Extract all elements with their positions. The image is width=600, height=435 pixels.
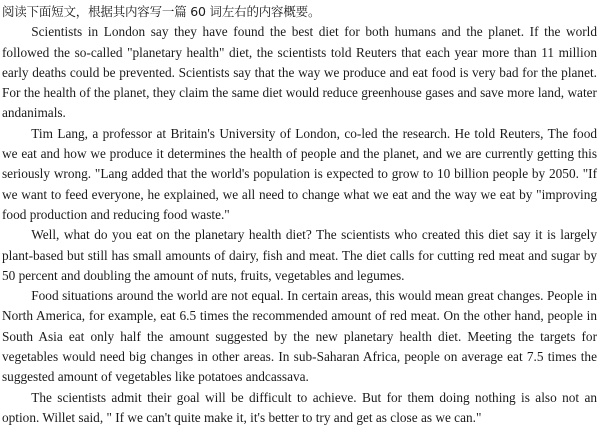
paragraph-5: The scientists admit their goal will be difficult to achieve. But for them doing nothing is also not an option. Willet said, " If we can't quite make it, it's better to try and get as close as we can." bbox=[2, 389, 597, 425]
paragraph-1: Scientists in London say they have found the best diet for both humans and the planet. If the world followed the so-called "planetary health" diet, the scientists told Reuters that each year more than 11 million early deaths could be prevented. Scientists say that the way we produce and eat food is very bad for the planet. For the health of the planet, they claim the same diet would reduce greenhouse gases and save more land, water andanimals. bbox=[2, 24, 597, 121]
paragraph-3: Well, what do you eat on the planetary health diet? The scientists who created this diet say it is largely plant-based but still has small amounts of dairy, fish and meat. The diet calls for cutting red meat and sugar by 50 percent and doubling the amount of nuts, fruits, vegetables and legumes. bbox=[2, 227, 597, 283]
task-instruction: 阅读下面短文，根据其内容写一篇 60 词左右的内容概要。 bbox=[2, 4, 321, 19]
paragraph-4: Food situations around the world are not equal. In certain areas, this would mean great changes. People in North America, for example, eat 6.5 times the recommended amount of red meat. On the other hand, people in South Asia eat only half the amount suggested by the new planetary health diet. Meeting the targets for vegetables would need big changes in other areas. In sub-Saharan Africa, people on average eat 7.5 times the suggested amount of vegetables like potatoes andcassava. bbox=[2, 288, 597, 385]
paragraph-2: Tim Lang, a professor at Britain's University of London, co-led the research. He told Reuters, The food we eat and how we produce it determines the health of people and the planet, and we are currently getting this seriously wrong. "Lang added that the world's population is expected to grow to 10 billion people by 2050. "If we want to feed everyone, he explained, we all need to change what we eat and the way we eat by "improving food production and reducing food waste." bbox=[2, 125, 597, 222]
